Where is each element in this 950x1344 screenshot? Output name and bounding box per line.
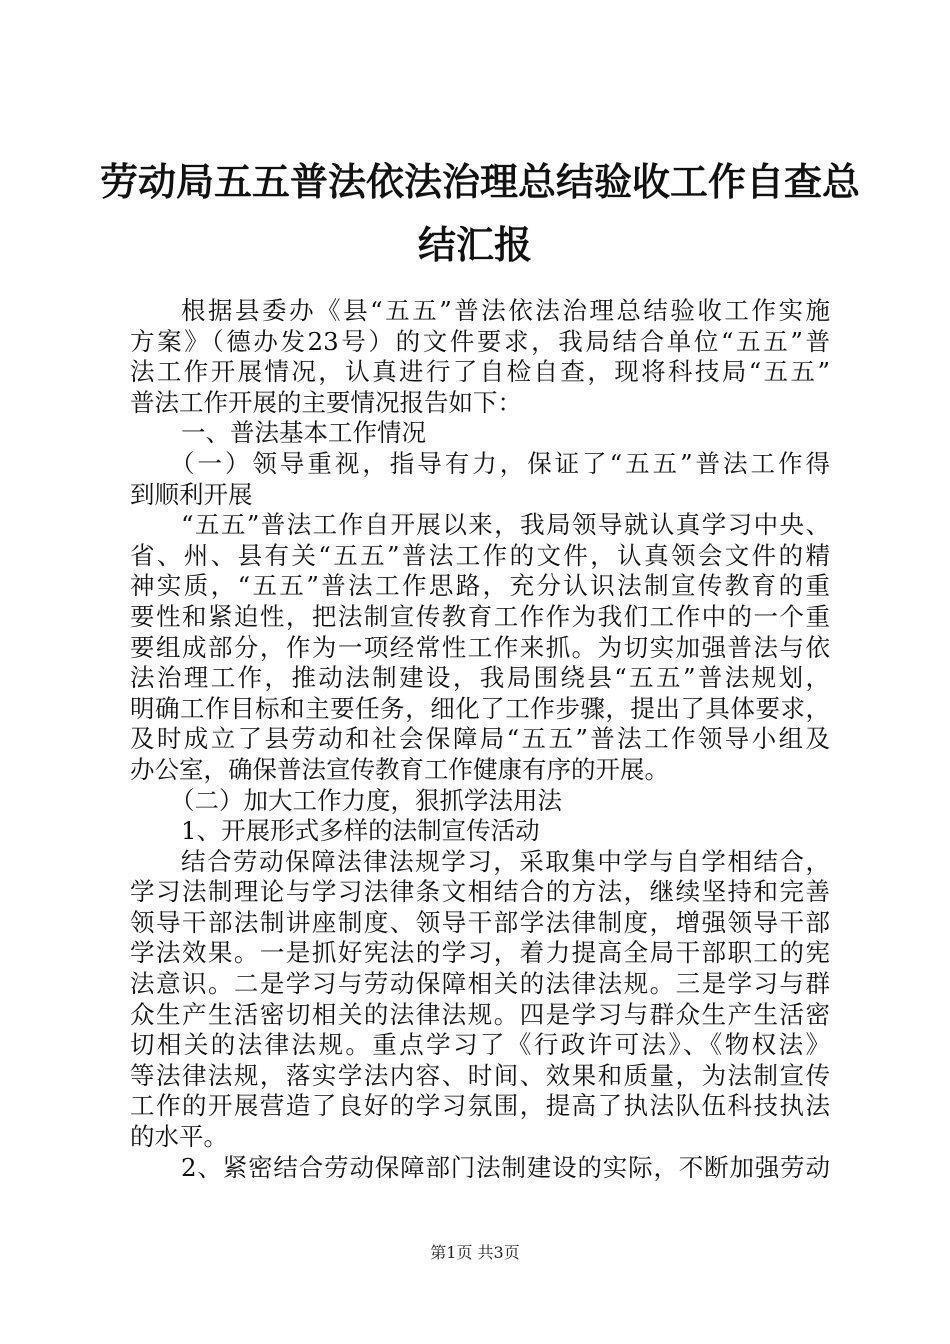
body-text-line: 1、开展形式多样的法制宣传活动: [181, 816, 540, 846]
body-text-line: 方案》（德办发23号）的文件要求，我局结合单位“五五”普: [130, 326, 830, 356]
body-text-line: 法工作开展情况，认真进行了自检自查，现将科技局“五五”: [130, 357, 830, 387]
page-footer: 第1页 共3页: [430, 1243, 520, 1262]
body-text-line: 结合劳动保障法律法规学习，采取集中学与自学相结合，: [181, 846, 830, 876]
body-text-line: 普法工作开展的主要情况报告如下：: [130, 387, 522, 417]
body-text-line: 办公室，确保普法宣传教育工作健康有序的开展。: [130, 754, 669, 784]
body-text-line: 的水平。: [130, 1122, 228, 1152]
body-text-line: 及时成立了县劳动和社会保障局“五五”普法工作领导小组及: [130, 724, 830, 754]
body-text-line: 工作的开展营造了良好的学习氛围，提高了执法队伍科技执法: [130, 1091, 830, 1121]
body-text-line: 众生产生活密切相关的法律法规。四是学习与群众生产生活密: [130, 999, 830, 1029]
body-text-line: 法治理工作，推动法制建设，我局围绕县“五五”普法规划，: [130, 663, 830, 693]
body-text-line: 切相关的法律法规。重点学习了《行政许可法》、《物权法》: [130, 1030, 830, 1060]
body-text-line: 省、州、县有关“五五”普法工作的文件，认真领会文件的精: [130, 540, 830, 570]
body-text-line: 等法律法规，落实学法内容、时间、效果和质量，为法制宣传: [130, 1060, 830, 1090]
body-text-line: （一）领导重视，指导有力，保证了“五五”普法工作得: [170, 448, 830, 478]
document-title-line-1: 劳动局五五普法依法治理总结验收工作自查总: [100, 159, 861, 204]
body-text-line: 学法效果。一是抓好宪法的学习，着力提高全局干部职工的宪: [130, 938, 830, 968]
body-text-line: 领导干部法制讲座制度、领导干部学法律制度，增强领导干部: [130, 907, 830, 937]
body-text-line: （二）加大工作力度，狠抓学法用法: [170, 785, 562, 815]
body-text-line: 要性和紧迫性，把法制宣传教育工作作为我们工作中的一个重: [130, 601, 830, 631]
body-text-line: 明确工作目标和主要任务，细化了工作步骤，提出了具体要求，: [130, 693, 830, 723]
document-body: [130, 296, 830, 1183]
body-text-line: 到顺利开展: [130, 479, 253, 509]
document-title-line-2: 结汇报: [417, 222, 532, 267]
body-text-line: 要组成部分，作为一项经常性工作来抓。为切实加强普法与依: [130, 632, 830, 662]
body-text-line: 2、紧密结合劳动保障部门法制建设的实际，不断加强劳动: [181, 1152, 830, 1182]
body-text-line: “五五”普法工作自开展以来，我局领导就认真学习中央、: [181, 510, 830, 540]
body-text-line: 一、普法基本工作情况: [181, 418, 426, 448]
body-text-line: 神实质，“五五”普法工作思路，充分认识法制宣传教育的重: [130, 571, 830, 601]
body-text-line: 根据县委办《县“五五”普法依法治理总结验收工作实施: [181, 296, 830, 325]
body-text-line: 学习法制理论与学习法律条文相结合的方法，继续坚持和完善: [130, 877, 830, 907]
body-text-line: 法意识。二是学习与劳动保障相关的法律法规。三是学习与群: [130, 969, 830, 999]
